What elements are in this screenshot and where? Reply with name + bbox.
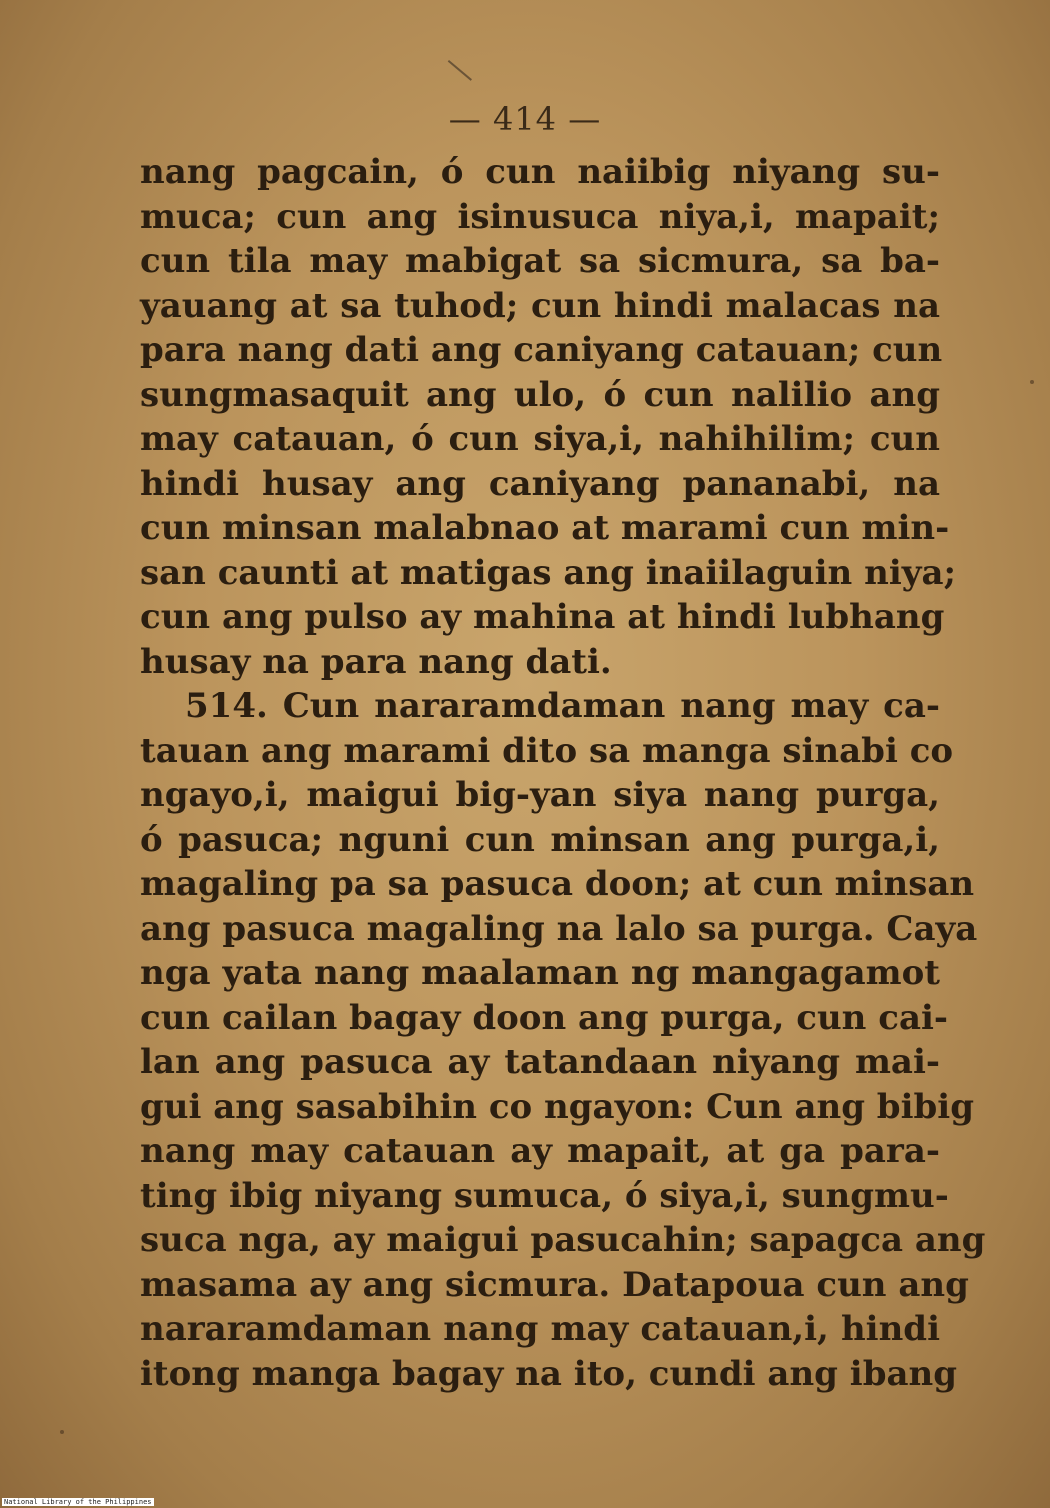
text-line: cun tila may mabigat sa sicmura, sa ba- <box>140 241 940 281</box>
text-line: para nang dati ang caniyang catauan; cun <box>140 330 943 370</box>
text-line: magaling pa sa pasuca doon; at cun minsan <box>140 864 975 904</box>
text-line: ang pasuca magaling na lalo sa purga. Caya <box>140 908 978 949</box>
text-line: muca; cun ang isinusuca niya,i, mapait; <box>140 196 940 237</box>
text-line: yauang at sa tuhod; cun hindi malacas na <box>140 285 940 326</box>
text-line: ó pasuca; nguni cun minsan ang purga,i, <box>140 819 940 860</box>
text-line: tauan ang marami dito sa manga sinabi co <box>140 730 954 771</box>
library-credit: National Library of the Philippines <box>4 1498 152 1506</box>
paper-speck <box>1030 380 1034 384</box>
paper-speck <box>60 1430 64 1434</box>
text-line: nga yata nang maalaman ng mangagamot <box>140 953 940 993</box>
text-line: nang pagcain, ó cun naiibig niyang su- <box>140 152 940 192</box>
text-line: san caunti at matigas ang inaiilaguin niya; <box>140 552 957 593</box>
page-number: — 414 — <box>448 100 602 138</box>
pencil-mark <box>432 60 472 99</box>
text-line: itong manga bagay na ito, cundi ang ibang <box>140 1353 957 1394</box>
text-line: sungmasaquit ang ulo, ó cun nalilio ang <box>140 374 940 415</box>
text-line: cun minsan malabnao at marami cun min- <box>140 508 950 548</box>
text-line: lan ang pasuca ay tatandaan niyang mai- <box>140 1042 940 1082</box>
text-line: suca nga, ay maigui pasucahin; sapagca ang <box>140 1220 986 1260</box>
text-line: cun cailan bagay doon ang purga, cun cai- <box>140 997 948 1038</box>
paragraph-start-line: 514. Cun nararamdaman nang may ca- <box>185 686 940 726</box>
text-line: gui ang sasabihin co ngayon: Cun ang bibig <box>140 1086 974 1127</box>
text-line: masama ay ang sicmura. Datapoua cun ang <box>140 1264 969 1305</box>
text-line: may catauan, ó cun siya,i, nahihilim; cun <box>140 419 940 459</box>
text-line: cun ang pulso ay mahina at hindi lubhang <box>140 597 945 637</box>
body-text <box>140 150 986 1396</box>
text-line: ngayo,i, maigui big-yan siya nang purga, <box>140 775 940 815</box>
text-line: husay na para nang dati. <box>140 641 612 682</box>
text-line: ting ibig niyang sumuca, ó siya,i, sungmu- <box>140 1175 949 1216</box>
text-line: hindi husay ang caniyang pananabi, na <box>140 463 940 504</box>
text-line: nararamdaman nang may catauan,i, hindi <box>140 1309 940 1349</box>
text-line: nang may catauan ay mapait, at ga para- <box>140 1131 940 1171</box>
